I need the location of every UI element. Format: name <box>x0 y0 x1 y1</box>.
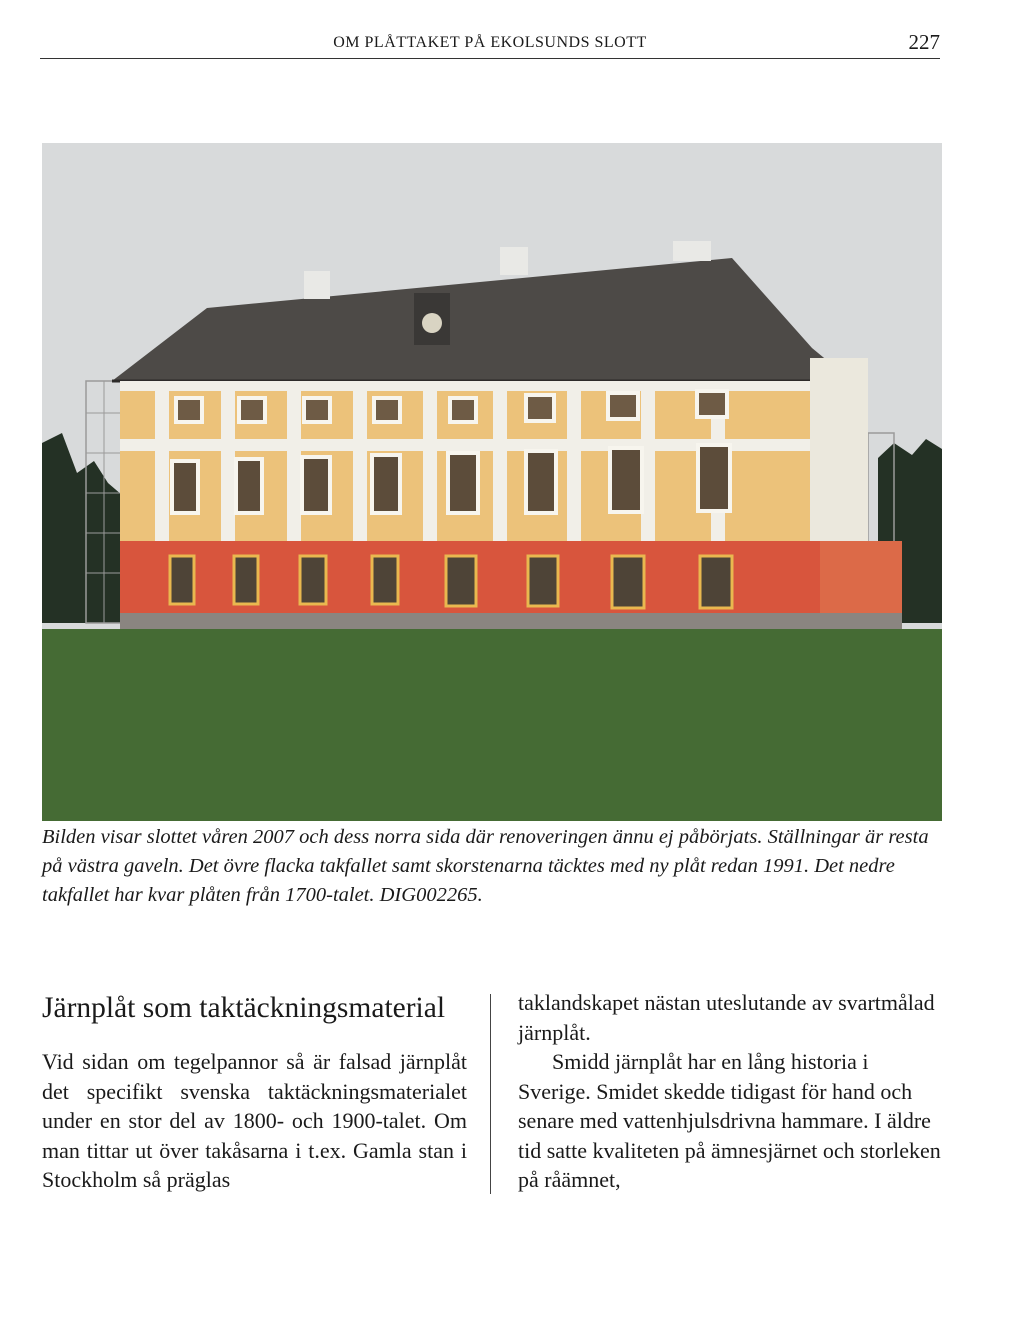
photo-caption: Bilden visar slottet våren 2007 och dess norra sida där renoveringen ännu ej påbörjats. Ställningar är resta på västra gaveln. Det övre flacka takfallet samt skorstenarna täcktes med ny plåt redan 1991. Det nedre takfallet har kvar plåten från 1700-talet. DIG002265. <box>42 826 929 906</box>
plinth <box>120 613 902 629</box>
right-paragraph-2: Smidd järnplåt har en lång historia i Sverige. Smidet skedde tidigast för hand och senare med vattenhjulsdrivna hammare. I äldre tid satte kvaliteten på ämnesjärnet och storleken på råämnet, <box>518 1049 941 1192</box>
castle-photo <box>42 143 942 821</box>
chimney-3 <box>673 241 711 261</box>
lawn <box>42 629 942 821</box>
running-header <box>40 30 940 59</box>
left-paragraph: Vid sidan om tegelpannor så är falsad järnplåt det specifikt svenska taktäckningsmaterialet under en stor del av 1800- och 1900-talet. Om man tittar ut över takåsarna i t.ex. Gamla stan i Stockholm så präglas <box>42 1049 467 1192</box>
page-number: 227 <box>908 30 940 54</box>
chimney-1 <box>304 271 330 299</box>
right-paragraph-1: taklandskapet nästan uteslutande av svartmålad järnplåt. <box>518 990 935 1045</box>
column-divider <box>490 994 491 1194</box>
east-gable <box>810 358 868 541</box>
section-heading: Järnplåt som taktäckningsmaterial <box>42 992 446 1024</box>
right-column <box>518 988 943 1195</box>
chimney-2 <box>500 247 528 275</box>
running-title: OM PLÅTTAKET PÅ EKOLSUNDS SLOTT <box>333 34 647 51</box>
left-column <box>42 988 467 1195</box>
clock-face <box>422 313 442 333</box>
